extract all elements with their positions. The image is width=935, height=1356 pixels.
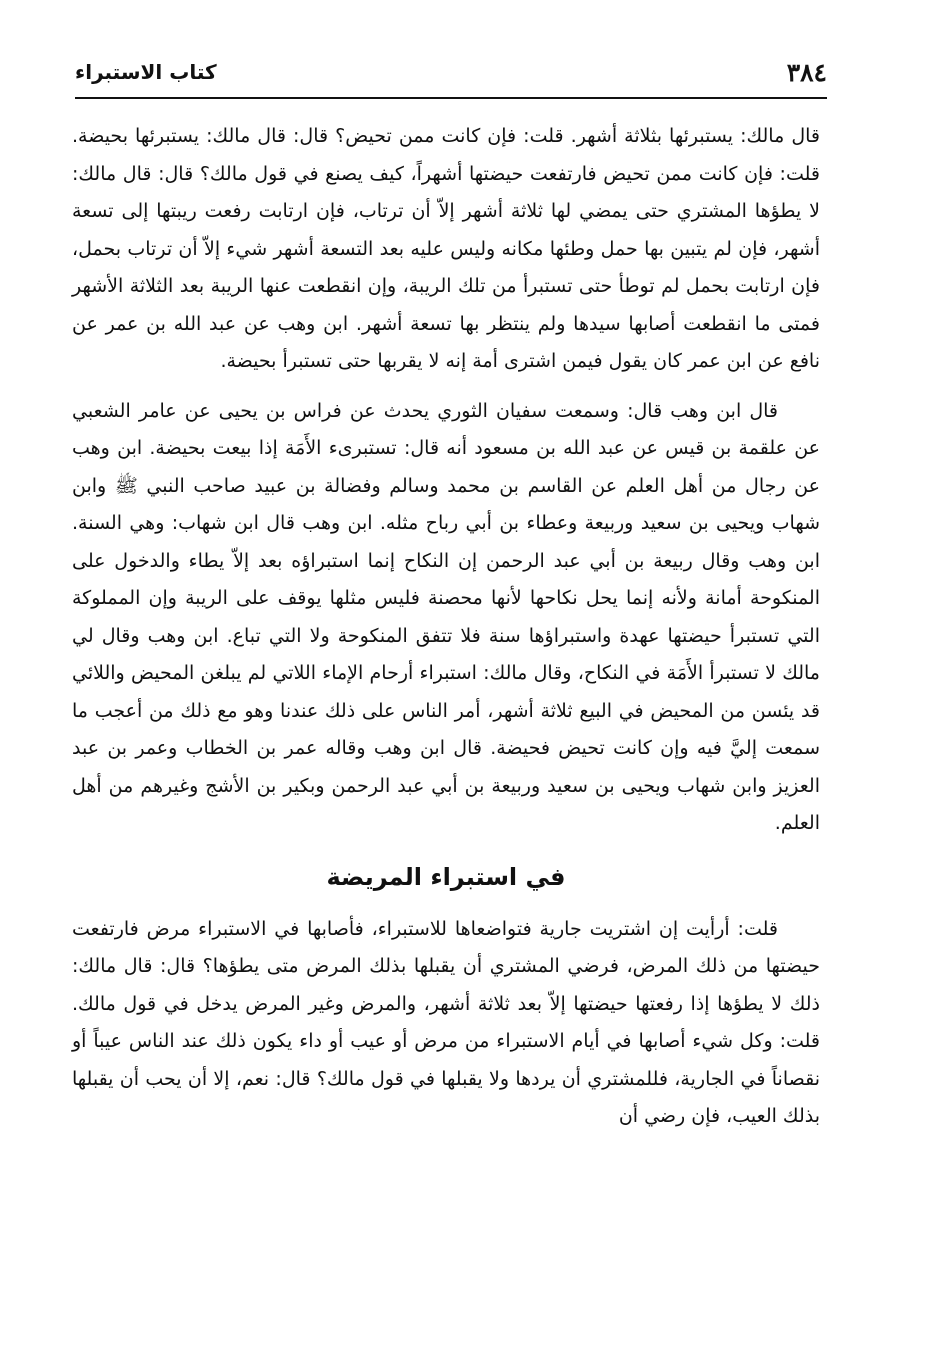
section-heading: في استبراء المريضة (326, 862, 566, 891)
running-title: كتاب الاستبراء (75, 60, 217, 84)
header-rule (75, 97, 827, 99)
paragraph: قال ابن وهب قال: وسمعت سفيان الثوري يحدث عن فراس بن يحيى عن عامر الشعبي عن علقمة بن قيس عن عبد الله بن مسعود أنه قال: تستبرىء الأَمَة إذا بيعت بحيضة. ابن وهب عن رجال من أهل العلم عن القاسم بن محمد وسالم وفضالة بن عبيد صاحب النبي ﷺ وابن شهاب ويحيى بن سعيد وربيعة وعطاء بن أبي رباح مثله. ابن وهب قال ابن شهاب: وهي السنة. ابن وهب وقال ربيعة بن أبي عبد الرحمن إن النكاح إنما استبراؤه بعد إلاّ يطاء والدخول على المنكوحة أمانة ولأنه إنما يحل نكاحها لأنها محصنة فليس مثلها يوقف على الريبة وإن المملوكة التي تستبرأ حيضتها عهدة واستبراؤها سنة فلا تتفق المنكوحة ولا التي تباع. ابن وهب وقال لي مالك لا تستبرأ الأَمَة في النكاح، وقال مالك: استبراء أرحام الإماء اللاتي لم يبلغن المحيض واللائي قد يئسن من المحيض في البيع ثلاثة أشهر، أمر الناس على ذلك عندنا وهو مع ذلك من أعجب ما سمعت إليَّ فيه وإن كانت تحيض فحيضة. قال ابن وهب وقاله عمر بن الخطاب وعمر بن عبد العزيز وابن شهاب ويحيى بن سعيد وربيعة بن أبي عبد الرحمن وبكير بن الأشج وغيرهم من أهل العلم. (72, 399, 820, 834)
page-number: ٣٨٤ (786, 58, 827, 87)
paragraph: قال مالك: يستبرئها بثلاثة أشهر. قلت: فإن كانت ممن تحيض؟ قال: قال مالك: يستبرئها بحيضة. قلت: فإن كانت ممن تحيض فارتفعت حيضتها أشهراً، كيف يصنع في قول مالك؟ قال: قال مالك: لا يطؤها المشتري حتى يمضي لها ثلاثة أشهر إلاّ أن ترتاب، فإن ارتابت رفعت ريبتها إلى تسعة أشهر، فإن لم يتبين بها حمل وطئها مكانه وليس عليه بعد التسعة أشهر شيء إلاّ أن ترتاب بحمل، فإن ارتابت بحمل لم توطأ حتى تستبرأ من تلك الريبة، وإن انقطعت عنها الريبة بعد الثلاثة الأشهر فمتى ما انقطعت أصابها سيدها ولم ينتظر بها تسعة أشهر. ابن وهب عن عبد الله بن عمر عن نافع عن ابن عمر كان يقول فيمن اشترى أمة إنه لا يقربها حتى تستبرأ بحيضة. (72, 125, 820, 372)
main-text (72, 118, 820, 1148)
paragraph: قلت: أرأيت إن اشتريت جارية فتواضعاها للاستبراء، فأصابها في الاستبراء مرض فارتفعت حيضتها من ذلك المرض، فرضي المشتري أن يقبلها بذلك المرض متى يطؤها؟ قال: قال مالك: ذلك لا يطؤها إذا رفعتها حيضتها إلاّ بعد ثلاثة أشهر، والمرض وغير المرض يدخل في قول مالك. قلت: وكل شيء أصابها في أيام الاستبراء من مرض أو عيب أو داء يكون ذلك عند الناس عيباً أو نقصاناً في الجارية، فللمشتري أن يردها ولا يقبلها في قول مالك؟ قال: نعم، إلا أن يحب أن يقبلها بذلك العيب، فإن رضي أن (72, 917, 820, 1127)
page-header (75, 52, 827, 96)
